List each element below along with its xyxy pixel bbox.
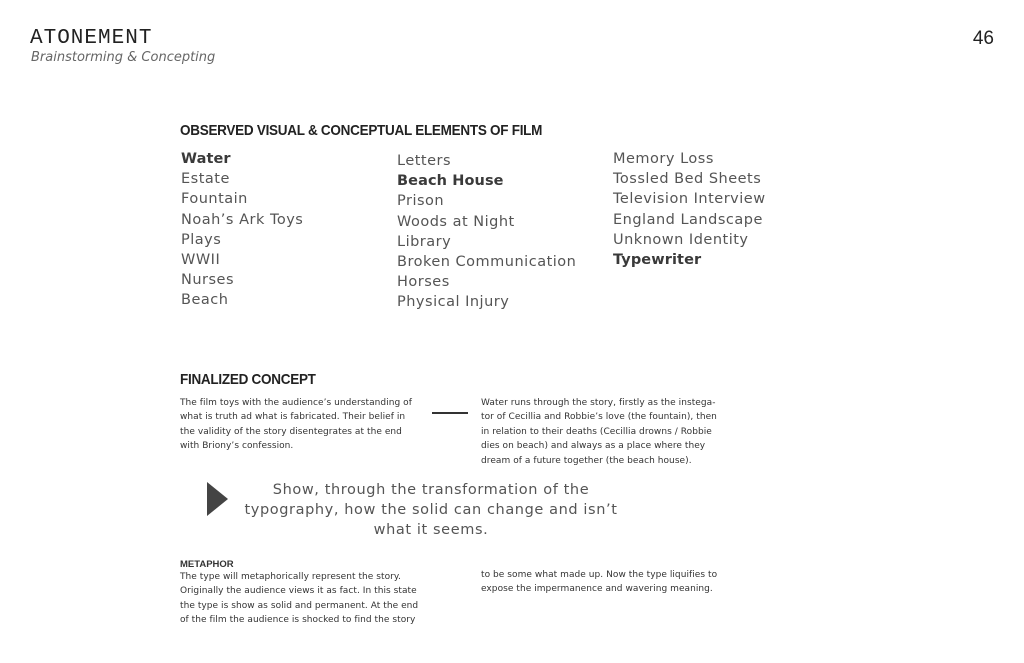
element-item: Unknown Identity xyxy=(613,231,749,248)
text-line: expose the impermanence and wavering meaning. xyxy=(481,584,713,595)
concept-left-paragraph xyxy=(180,396,412,454)
element-item: WWII xyxy=(181,252,221,269)
element-item: Television Interview xyxy=(613,191,766,208)
element-item: Nurses xyxy=(181,272,235,289)
text-line: what is truth ad what is fabricated. Their belief in xyxy=(180,412,406,423)
text-line: Water runs through the story, firstly as the instega- xyxy=(481,398,716,408)
document-subtitle: Brainstorming & Concepting xyxy=(31,50,216,65)
finalized-concept-heading: FINALIZED CONCEPT xyxy=(180,371,316,388)
metaphor-right-paragraph xyxy=(481,568,717,597)
text-line: The film toys with the audience’s understanding of xyxy=(180,398,412,408)
element-item: Beach House xyxy=(397,173,504,190)
text-line: Originally the audience views it as fact. In this state xyxy=(180,586,417,597)
element-item: Fountain xyxy=(181,191,248,208)
quote-line: what it seems. xyxy=(373,522,489,538)
text-line: The type will metaphorically represent the story. xyxy=(180,572,401,582)
element-item: England Landscape xyxy=(613,211,763,228)
element-item: Tossled Bed Sheets xyxy=(613,171,762,188)
element-item: Woods at Night xyxy=(397,213,515,230)
document-title: ATONEMENT xyxy=(30,27,153,50)
text-line: to be some what made up. Now the type liquifies to xyxy=(481,570,718,580)
quote-line: Show, through the transformation of the xyxy=(272,482,590,498)
play-arrow-icon xyxy=(207,482,228,516)
element-item: Noah’s Ark Toys xyxy=(181,211,304,228)
element-item: Letters xyxy=(397,153,452,169)
elements-column-2 xyxy=(397,151,576,313)
text-line: dies on beach) and always as a place where they xyxy=(481,441,706,452)
text-line: the type is show as solid and permanent. At the end xyxy=(180,600,419,611)
element-item: Water xyxy=(181,151,231,167)
element-item: Beach xyxy=(181,292,229,309)
element-item: Physical Injury xyxy=(397,294,510,311)
text-line: with Briony’s confession. xyxy=(180,441,294,452)
metaphor-heading: METAPHOR xyxy=(180,559,234,570)
page-number: 46 xyxy=(972,28,994,49)
concept-quote xyxy=(240,480,622,540)
concept-right-paragraph xyxy=(481,396,717,468)
elements-column-3 xyxy=(613,149,766,270)
metaphor-left-paragraph xyxy=(180,570,418,628)
element-item: Memory Loss xyxy=(613,151,714,167)
observed-elements-heading: OBSERVED VISUAL & CONCEPTUAL ELEMENTS OF FILM xyxy=(180,122,543,139)
text-line: the validity of the story disentegrates at the end xyxy=(180,426,402,437)
elements-column-1 xyxy=(181,149,303,311)
element-item: Horses xyxy=(397,274,450,291)
element-item: Estate xyxy=(181,171,230,188)
element-item: Plays xyxy=(181,231,222,248)
element-item: Prison xyxy=(397,193,445,210)
element-item: Typewriter xyxy=(613,252,702,269)
text-line: dream of a future together (the beach house). xyxy=(481,455,692,466)
text-line: of the film the audience is shocked to find the story xyxy=(180,615,416,626)
text-line: in relation to their deaths (Cecillia drowns / Robbie xyxy=(481,426,712,437)
element-item: Library xyxy=(397,233,452,250)
quote-line: typography, how the solid can change and isn’t xyxy=(244,502,618,518)
dash-divider xyxy=(432,412,468,414)
element-item: Broken Communication xyxy=(397,254,577,271)
text-line: tor of Cecillia and Robbie’s love (the fountain), then xyxy=(481,412,717,423)
